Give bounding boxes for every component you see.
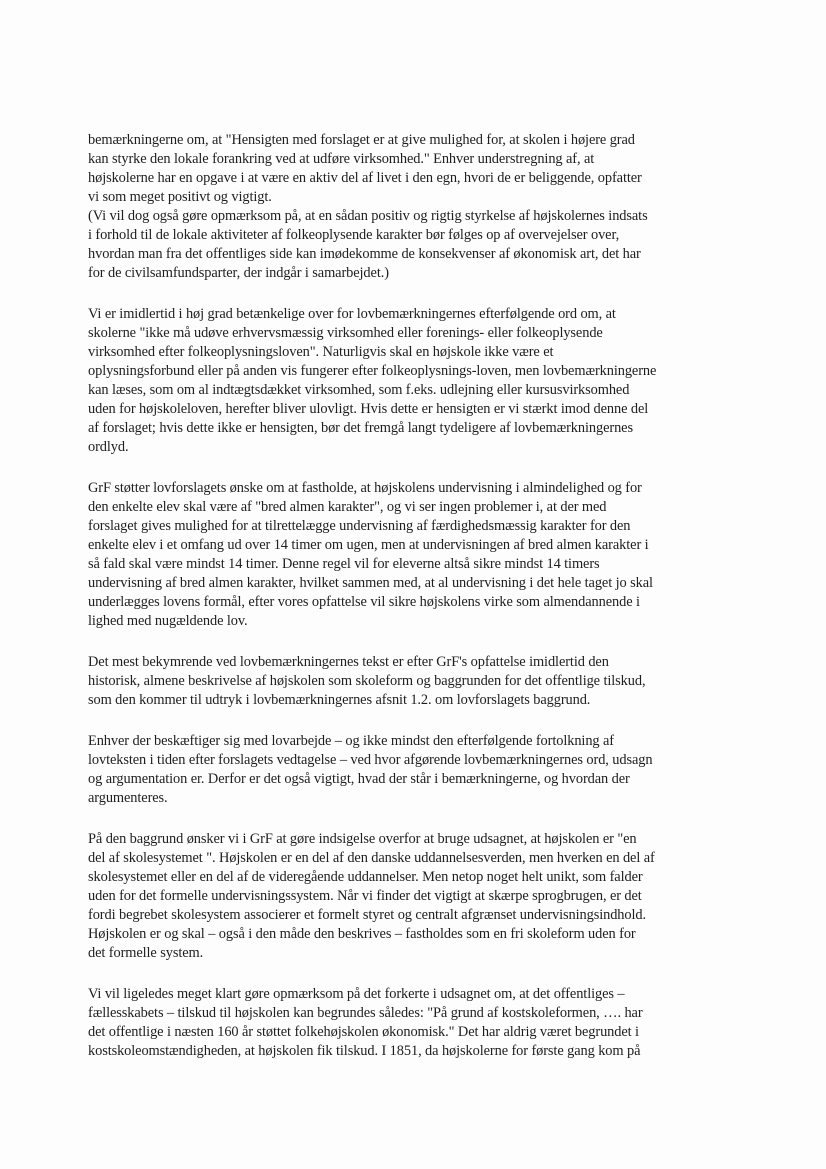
text-line: uden for højskoleloven, herefter bliver ulovligt. Hvis dette er hensigten er vi stærkt imod denne del: [88, 401, 649, 417]
paragraph-spacer: [88, 283, 728, 305]
text-line: forslaget gives mulighed for at tilrettelægge undervisning af færdighedsmæssig karakter for den: [88, 518, 631, 534]
text-line: det formelle system.: [88, 945, 204, 961]
text-line: enkelte elev i et omfang ud over 14 timer om ugen, men at undervisningen af bred almen karakter i: [88, 537, 649, 553]
text-line: så fald skal være mindst 14 timer. Denne regel vil for eleverne altså sikre mindst 14 timers: [88, 556, 600, 572]
text-line: højskolerne har en opgave i at være en aktiv del af livet i den egn, hvori de er beliggende, opfatter: [88, 170, 642, 186]
text-line: vi som meget positivt og vigtigt.: [88, 189, 272, 205]
text-line: Vi er imidlertid i høj grad betænkelige over for lovbemærkningernes efterfølgende ord om, at: [88, 306, 616, 322]
paragraph-3: [88, 479, 728, 631]
paragraph-6: [88, 830, 728, 963]
text-line: som den kommer til udtryk i lovbemærkningernes afsnit 1.2. om lovforslagets baggrund.: [88, 692, 591, 708]
paragraph-spacer: [88, 710, 728, 732]
text-line: uden for det formelle undervisningssystem. Når vi finder det vigtigt at skærpe sprogbrugen, er det: [88, 888, 642, 904]
text-line: kostskoleomstændigheden, at højskolen fik tilskud. I 1851, da højskolerne for første gang kom på: [88, 1043, 641, 1059]
text-line: underlægges lovens formål, efter vores opfattelse vil sikre højskolens virke som almendannende i: [88, 594, 640, 610]
text-line: argumenteres.: [88, 790, 168, 806]
text-line: virksomhed efter folkeoplysningsloven". Naturligvis skal en højskole ikke være et: [88, 344, 554, 360]
paragraph-5: [88, 732, 728, 808]
text-line: og argumentation er. Derfor er det også vigtigt, hvad der står i bemærkningerne, og hvordan der: [88, 771, 630, 787]
paragraph-7: [88, 985, 728, 1061]
paragraph-spacer: [88, 457, 728, 479]
text-line: (Vi vil dog også gøre opmærksom på, at en sådan positiv og rigtig styrkelse af højskolernes indsats: [88, 208, 648, 224]
text-line: fællesskabets – tilskud til højskolen kan begrundes således: "På grund af kostskoleformen, …. har: [88, 1005, 643, 1021]
text-line: skolerne "ikke må udøve erhvervsmæssig virksomhed eller forenings- eller folkeoplysende: [88, 325, 603, 341]
text-line: lighed med nugældende lov.: [88, 613, 248, 629]
text-line: skolesystemet eller en del af de videregående uddannelser. Men netop noget helt unikt, som falder: [88, 869, 643, 885]
text-line: undervisning af bred almen karakter, hvilket sammen med, at al undervisning i det hele taget jo skal: [88, 575, 653, 591]
text-line: bemærkningerne om, at "Hensigten med forslaget er at give mulighed for, at skolen i højere grad: [88, 132, 635, 148]
text-line: den enkelte elev skal være af "bred almen karakter", og vi ser ingen problemer i, at der med: [88, 499, 607, 515]
text-line: det offentlige i næsten 160 år støttet folkehøjskolen økonomisk." Det har aldrig været begrundet i: [88, 1024, 639, 1040]
text-line: ordlyd.: [88, 439, 129, 455]
text-line: Enhver der beskæftiger sig med lovarbejde – og ikke mindst den efterfølgende fortolkning af: [88, 733, 614, 749]
document-body: [88, 131, 728, 1061]
paragraph-4: [88, 653, 728, 710]
text-line: Vi vil ligeledes meget klart gøre opmærksom på det forkerte i udsagnet om, at det offentliges –: [88, 986, 625, 1002]
paragraph-1: [88, 131, 728, 283]
text-line: historisk, almene beskrivelse af højskolen som skoleform og baggrunden for det offentlige tilskud,: [88, 673, 646, 689]
text-line: oplysningsforbund eller på anden vis fungerer efter folkeoplysnings-loven, men lovbemærkningerne: [88, 363, 657, 379]
paragraph-spacer: [88, 631, 728, 653]
paragraph-2: [88, 305, 728, 457]
text-line: af forslaget; hvis dette ikke er hensigten, bør det fremgå langt tydeligere af lovbemærkningernes: [88, 420, 633, 436]
text-line: kan læses, som om al indtægtsdækket virksomhed, som f.eks. udlejning eller kursusvirksomhed: [88, 382, 630, 398]
text-line: Det mest bekymrende ved lovbemærkningernes tekst er efter GrF's opfattelse imidlertid den: [88, 654, 609, 670]
text-line: lovteksten i tiden efter forslagets vedtagelse – ved hvor afgørende lovbemærkningernes ord, udsagn: [88, 752, 653, 768]
paragraph-spacer: [88, 808, 728, 830]
text-line: hvordan man fra det offentliges side kan imødekomme de konsekvenser af økonomisk art, det har: [88, 246, 641, 262]
text-line: kan styrke den lokale forankring ved at udføre virksomhed." Enhver understregning af, at: [88, 151, 595, 167]
paragraph-spacer: [88, 963, 728, 985]
text-line: Højskolen er og skal – også i den måde den beskrives – fastholdes som en fri skoleform uden for: [88, 926, 636, 942]
text-line: for de civilsamfundsparter, der indgår i samarbejdet.): [88, 265, 389, 281]
text-line: fordi begrebet skolesystem associerer et formelt styret og centralt afgrænset undervisningsindhold.: [88, 907, 646, 923]
text-line: GrF støtter lovforslagets ønske om at fastholde, at højskolens undervisning i almindelighed og for: [88, 480, 642, 496]
text-line: i forhold til de lokale aktiviteter af folkeoplysende karakter bør følges op af overvejelser over,: [88, 227, 620, 243]
text-line: del af skolesystemet ". Højskolen er en del af den danske uddannelsesverden, men hverken en del af: [88, 850, 655, 866]
text-line: På den baggrund ønsker vi i GrF at gøre indsigelse overfor at bruge udsagnet, at højskolen er "en: [88, 831, 637, 847]
